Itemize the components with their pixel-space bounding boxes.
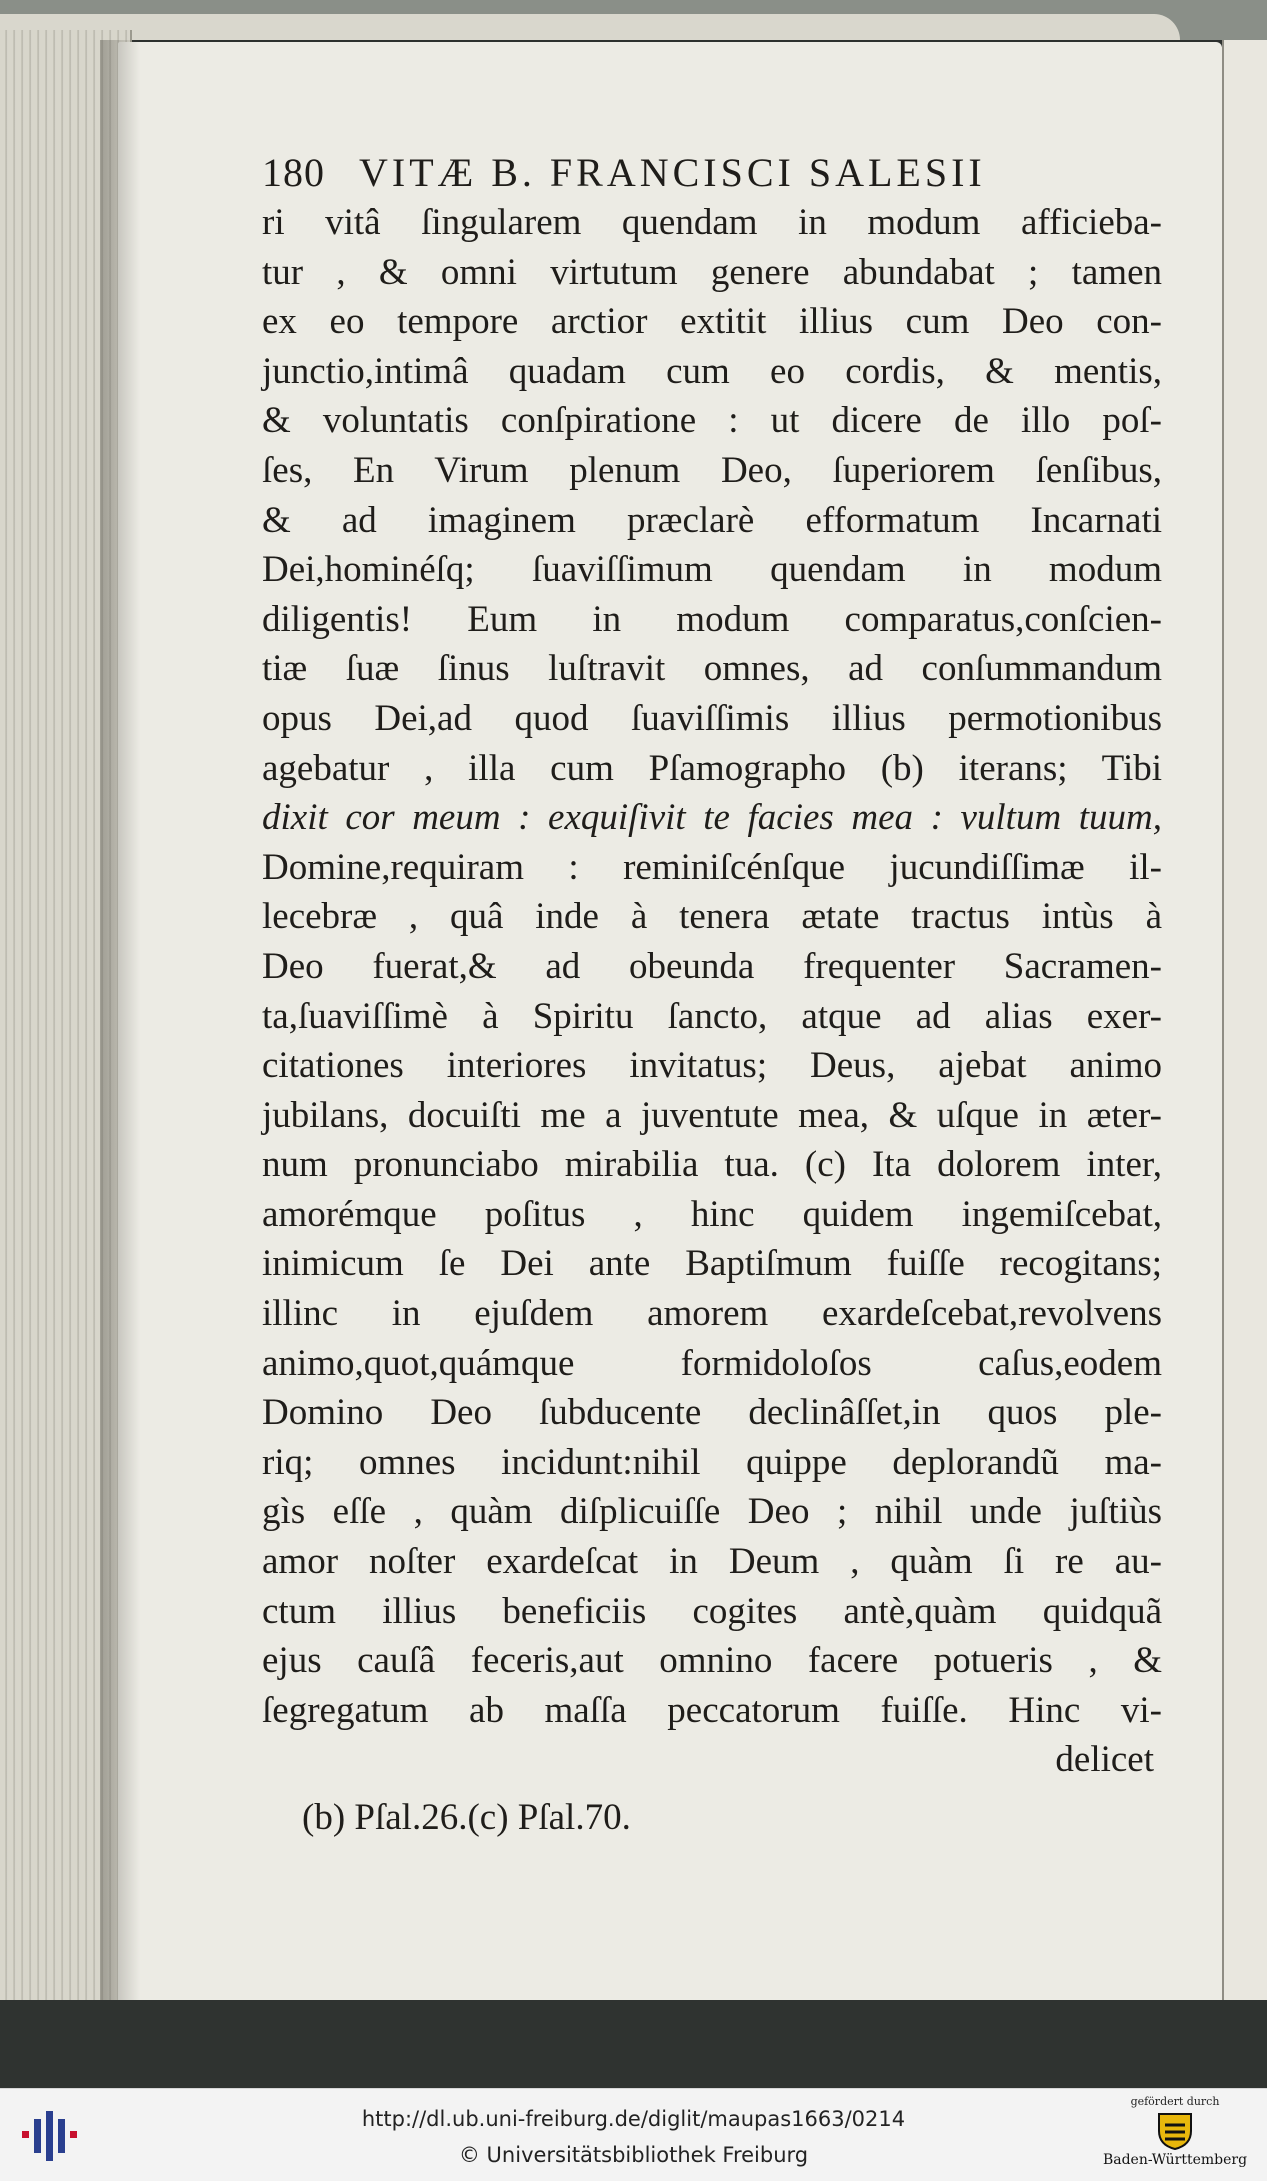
running-head xyxy=(262,150,1162,196)
text-line: tur , & omni virtutum genere abundabat ; tamen xyxy=(262,251,1162,293)
text-line: ta,ſuaviſſimè à Spiritu ſancto, atque ad alias exer- xyxy=(262,995,1162,1037)
text-line: Deo fuerat,& ad obeunda frequenter Sacramen- xyxy=(262,945,1162,987)
text-line: gìs eſſe , quàm diſplicuiſſe Deo ; nihil unde juſtiùs xyxy=(262,1491,1162,1533)
body-text xyxy=(262,198,1162,1785)
text-line: tiæ ſuæ ſinus luſtravit omnes, ad conſummandum xyxy=(262,648,1162,690)
text-line: lecebræ , quâ inde à tenera ætate tractus intùs à xyxy=(262,896,1162,938)
baden-wuerttemberg-crest-icon xyxy=(1156,2111,1194,2151)
text-line: illinc in ejuſdem amorem exardeſcebat,revolvens xyxy=(262,1293,1162,1335)
text-line: ejus cauſâ feceris,aut omnino facere potueris , & xyxy=(262,1640,1162,1682)
text-line: ctum illius beneficiis cogites antè,quàm quidquã xyxy=(262,1590,1162,1632)
text-line: ſegregatum ab maſſa peccatorum fuiſſe. Hinc vi- xyxy=(262,1689,1162,1731)
copyright-notice: © Universitätsbibliothek Freiburg xyxy=(458,2143,809,2167)
text-line: dixit cor meum : exquiſivit te facies mea : vultum tuum, xyxy=(262,797,1162,839)
permalink-url[interactable]: http://dl.ub.uni-freiburg.de/diglit/maupas1663/0214 xyxy=(361,2107,906,2131)
sponsor-label: gefördert durch xyxy=(1130,2095,1220,2108)
gutter-shadow xyxy=(100,40,140,2030)
sponsor-block xyxy=(1100,2095,1250,2179)
text-line: junctio,intimâ quadam cum eo cordis, & mentis, xyxy=(262,350,1162,392)
text-line: ſes, En Virum plenum Deo, ſuperiorem ſenſibus, xyxy=(262,449,1162,491)
text-line: jubilans, docuiſti me a juventute mea, & uſque in æter- xyxy=(262,1094,1162,1136)
text-line: ri vitâ ſingularem quendam in modum afficieba- xyxy=(262,202,1162,243)
text-line: amor noſter exardeſcat in Deum , quàm ſi re au- xyxy=(262,1541,1162,1583)
scan-background xyxy=(0,2000,1267,2088)
text-line: amorémque poſitus , hinc quidem ingemiſcebat, xyxy=(262,1193,1162,1235)
text-line: inimicum ſe Dei ante Baptiſmum fuiſſe recogitans; xyxy=(262,1243,1162,1285)
text-line: Dei,hominéſq; ſuaviſſimum quendam in modum xyxy=(262,549,1162,591)
page-text-block xyxy=(262,150,1162,1785)
text-line: riq; omnes incidunt:nihil quippe deplorandũ ma- xyxy=(262,1441,1162,1483)
text-line: num pronunciabo mirabilia tua. (c) Ita dolorem inter, xyxy=(262,1144,1162,1186)
text-line: opus Dei,ad quod ſuaviſſimis illius permotionibus xyxy=(262,697,1162,739)
text-line: ex eo tempore arctior extitit illius cum Deo con- xyxy=(262,301,1162,343)
book-top-edge xyxy=(0,0,1267,40)
text-line: & voluntatis conſpiratione : ut dicere de illo poſ- xyxy=(262,400,1162,442)
viewer-footer xyxy=(0,2088,1267,2181)
footnote-references: (b) Pſal.26.(c) Pſal.70. xyxy=(302,1797,631,1838)
running-title: VITÆ B. FRANCISCI SALESII xyxy=(359,150,986,195)
text-line: animo,quot,quámque formidoloſos caſus,eodem xyxy=(262,1342,1162,1384)
sponsor-name: Baden-Württemberg xyxy=(1102,2152,1248,2168)
text-line: & ad imaginem præclarè efformatum Incarnati xyxy=(262,499,1162,541)
text-line: diligentis! Eum in modum comparatus,conſcien- xyxy=(262,598,1162,640)
page-number: 180 xyxy=(262,150,325,195)
facing-page-edge xyxy=(1222,40,1267,2000)
text-line: Domine,requiram : reminiſcénſque jucundiſſimæ il- xyxy=(262,846,1162,888)
text-line: agebatur , illa cum Pſamographo (b) iterans; Tibi xyxy=(262,747,1162,789)
text-line: Domino Deo ſubducente declinâſſet,in quos ple- xyxy=(262,1392,1162,1434)
text-line: delicet xyxy=(1055,1739,1154,1781)
text-line: citationes interiores invitatus; Deus, ajebat animo xyxy=(262,1045,1162,1087)
